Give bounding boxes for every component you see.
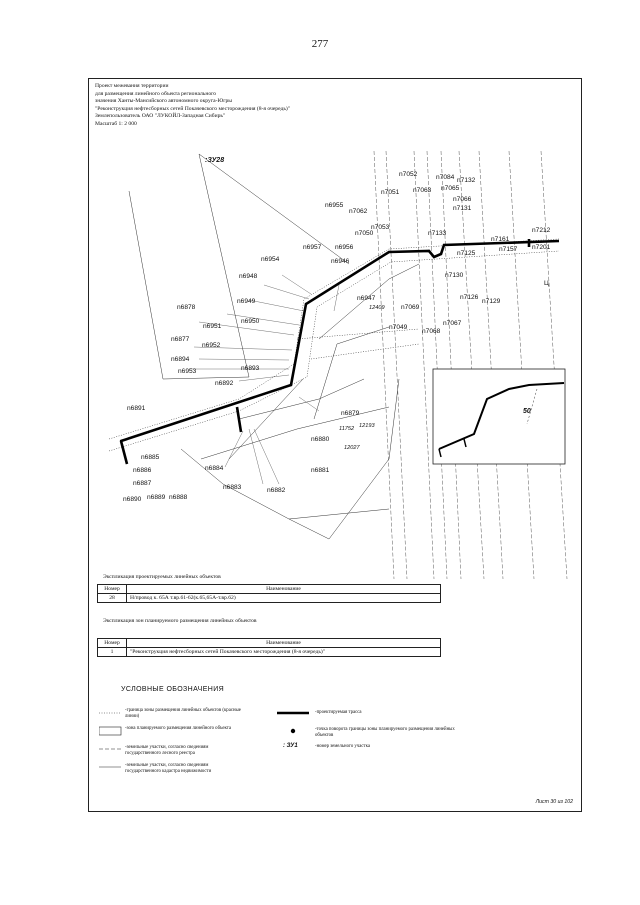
point-label: n6877 [171, 336, 190, 343]
point-label: n6955 [325, 202, 344, 209]
header-line: значения Ханты-Мансийского автономного округа-Югры [95, 98, 233, 105]
point-label: n7126 [460, 294, 479, 301]
leader-lines [189, 275, 339, 484]
zones-table [97, 638, 441, 657]
legend-parcel-number: -номер земельного участка [315, 744, 370, 749]
cadastral-map [89, 79, 583, 579]
point-label: n6887 [133, 480, 152, 487]
legend-route: -проектируемая трасса [315, 710, 362, 715]
legend-cadastre-parcels: -земельные участки, согласно сведениям государственного кадастра недвижимости [125, 763, 212, 774]
point-label: n7129 [482, 298, 501, 305]
parcel-label: 12027 [344, 445, 360, 451]
point-label: n6878 [177, 304, 196, 311]
point-label: n7066 [453, 196, 472, 203]
table-cell: 28 [98, 594, 127, 603]
table-header-row [98, 585, 441, 594]
point-label: n7212 [532, 227, 551, 234]
legend-turn-point: -точка поворота границы зоны планируемого размещения линейных объектов [315, 727, 455, 738]
point-label: n6880 [311, 436, 330, 443]
page-number: 277 [311, 38, 329, 50]
parcel-boundaries [129, 154, 419, 539]
point-label: n6879 [341, 410, 360, 417]
point-label: n6882 [267, 487, 286, 494]
legend-zone: -зона планируемого размещения линейного объекта [125, 726, 232, 731]
header-line: "Реконструкция нефтесборных сетей Покачевского месторождения (8-я очередь)" [95, 105, 291, 112]
table-cell: "Реконструкция нефтесборных сетей Покачевского месторождения (8-я очередь)" [127, 648, 441, 657]
legend-symbols-right [277, 709, 311, 769]
table-header-cell: Наименование [127, 639, 441, 648]
point-label: n7065 [441, 185, 460, 192]
point-label: n6884 [205, 465, 224, 472]
table-header-cell: Наименование [127, 585, 441, 594]
inset-overview [433, 369, 565, 464]
point-label: n6952 [202, 342, 221, 349]
point-label: n6894 [171, 356, 190, 363]
inset-label: 50 [523, 408, 531, 415]
parcel-label: 11752 [339, 426, 355, 432]
parcel-label: 12193 [359, 423, 375, 429]
axis-label: Ц [544, 280, 549, 287]
point-label: n6891 [127, 405, 146, 412]
road-corridor [374, 151, 567, 579]
table-header-row [98, 639, 441, 648]
point-label: n6893 [241, 365, 260, 372]
table-cell: Н/провод к. 65А т.вр.61-62(к.65,65А-т.вр.62) [127, 594, 441, 603]
legend-red-lines: -граница зоны размещения линейных объектов (красные линии) [125, 708, 241, 719]
point-label: n6886 [133, 467, 152, 474]
point-label: n6890 [123, 496, 142, 503]
point-label: n6947 [357, 295, 376, 302]
point-label: n7131 [453, 205, 472, 212]
point-label: n7201 [532, 244, 551, 251]
legend-title: УСЛОВНЫЕ ОБОЗНАЧЕНИЯ [121, 686, 225, 693]
point-label: n6889 [147, 494, 166, 501]
point-label: n6956 [335, 244, 354, 251]
point-label: n6892 [215, 380, 234, 387]
turning-points [120, 250, 442, 442]
point-label: n6951 [203, 323, 222, 330]
legend-parcel-symbol: : ЗУ1 [283, 743, 298, 749]
point-label: n7049 [389, 324, 408, 331]
point-label: n6946 [331, 258, 350, 265]
zones-table-caption: Экспликация зон планируемого размещения линейных объектов [103, 618, 257, 624]
table-row [98, 594, 441, 603]
point-label: n7051 [381, 189, 400, 196]
point-label: n7053 [371, 224, 390, 231]
point-label: n6881 [311, 467, 330, 474]
point-label: n7157 [499, 246, 518, 253]
point-label: n7062 [349, 208, 368, 215]
header-line: Землепользователь ОАО "ЛУКОЙЛ-Западная Сибирь" [95, 113, 226, 120]
point-label: n7068 [422, 328, 441, 335]
zone-label: :ЗУ28 [205, 157, 225, 164]
point-label: n6949 [237, 298, 256, 305]
point-label: n7052 [399, 171, 418, 178]
table-cell: 1 [98, 648, 127, 657]
point-label: n6948 [239, 273, 258, 280]
point-label: n6957 [303, 244, 322, 251]
point-label: n7084 [436, 174, 455, 181]
parcel-label: 12409 [369, 305, 385, 311]
table-header-cell: Номер [98, 585, 127, 594]
objects-table [97, 584, 441, 603]
legend-symbols-left [99, 709, 123, 799]
point-label: n7069 [401, 304, 420, 311]
table-row [98, 648, 441, 657]
map-sheet [88, 78, 582, 812]
point-label: n6954 [261, 256, 280, 263]
sheet-number: Лист 30 из 102 [535, 799, 573, 805]
header-line: Масштаб 1: 2 000 [95, 120, 137, 127]
point-label: n7130 [445, 272, 464, 279]
objects-table-caption: Экспликация проектируемых линейных объектов [103, 574, 221, 580]
point-label: n6883 [223, 484, 242, 491]
point-label: n6950 [241, 318, 260, 325]
point-label: n6888 [169, 494, 188, 501]
header-line: Проект межевания территории [95, 83, 169, 89]
point-label: n7063 [413, 187, 432, 194]
point-label: n6885 [141, 454, 160, 461]
point-label: n7161 [491, 236, 510, 243]
header-line: для размещения линейного объекта регионального [95, 90, 217, 97]
table-header-cell: Номер [98, 639, 127, 648]
point-label: n6953 [178, 368, 197, 375]
point-label: n7125 [457, 250, 476, 257]
point-label: n7132 [457, 177, 476, 184]
legend-forest-parcels: -земельные участки, согласно сведениям государственного лесного реестра [125, 745, 209, 756]
point-label: n7050 [355, 230, 374, 237]
point-label: n7067 [443, 320, 462, 327]
point-label: n7133 [428, 230, 447, 237]
